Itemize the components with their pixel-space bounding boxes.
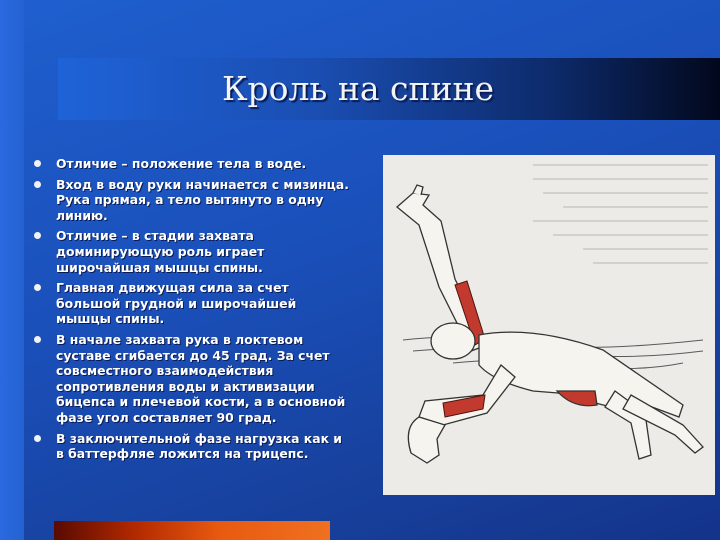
bullet-list (32, 156, 352, 467)
bullet-item (32, 156, 352, 172)
background-text-lines (533, 165, 708, 263)
bullet-item (32, 228, 352, 275)
bullet-dot-icon (34, 336, 41, 343)
bullet-text: Вход в воду руки начинается с мизинца. Рука прямая, а тело вытянуто в одну линию. (56, 176, 349, 223)
bullet-dot-icon (34, 284, 41, 291)
bullet-text: В начале захвата рука в локтевом суставе сгибается до 45 град. За счет совсместного взаимодействия сопротивления воды и активизации бицепса и плечевой кости, а в основной фазе угол составляет 90 град. (56, 331, 346, 425)
bullet-text: Отличие – положение тела в воде. (56, 156, 307, 171)
slide-title: Кроль на спине (221, 69, 495, 108)
bullet-text: В заключительной фазе нагрузка как и в баттерфляе ложится на трицепс. (56, 430, 342, 462)
bullet-dot-icon (34, 160, 41, 167)
bullet-item (32, 431, 352, 462)
bullet-dot-icon (34, 181, 41, 188)
bullet-text: Отличие – в стадии захвата доминирующую роль играет широчайшая мышцы спины. (56, 228, 265, 275)
left-decor-band (0, 0, 24, 540)
bullet-item (32, 177, 352, 224)
bullet-item (32, 332, 352, 426)
bullet-dot-icon (34, 232, 41, 239)
bullet-dot-icon (34, 435, 41, 442)
bottom-accent-bar (54, 521, 330, 540)
bullet-text: Главная движущая сила за счет большой грудной и широчайшей мышцы спины. (56, 280, 297, 327)
swimmer-illustration (383, 155, 715, 495)
swimmer-backstroke-icon (383, 155, 715, 495)
bullet-item (32, 280, 352, 327)
